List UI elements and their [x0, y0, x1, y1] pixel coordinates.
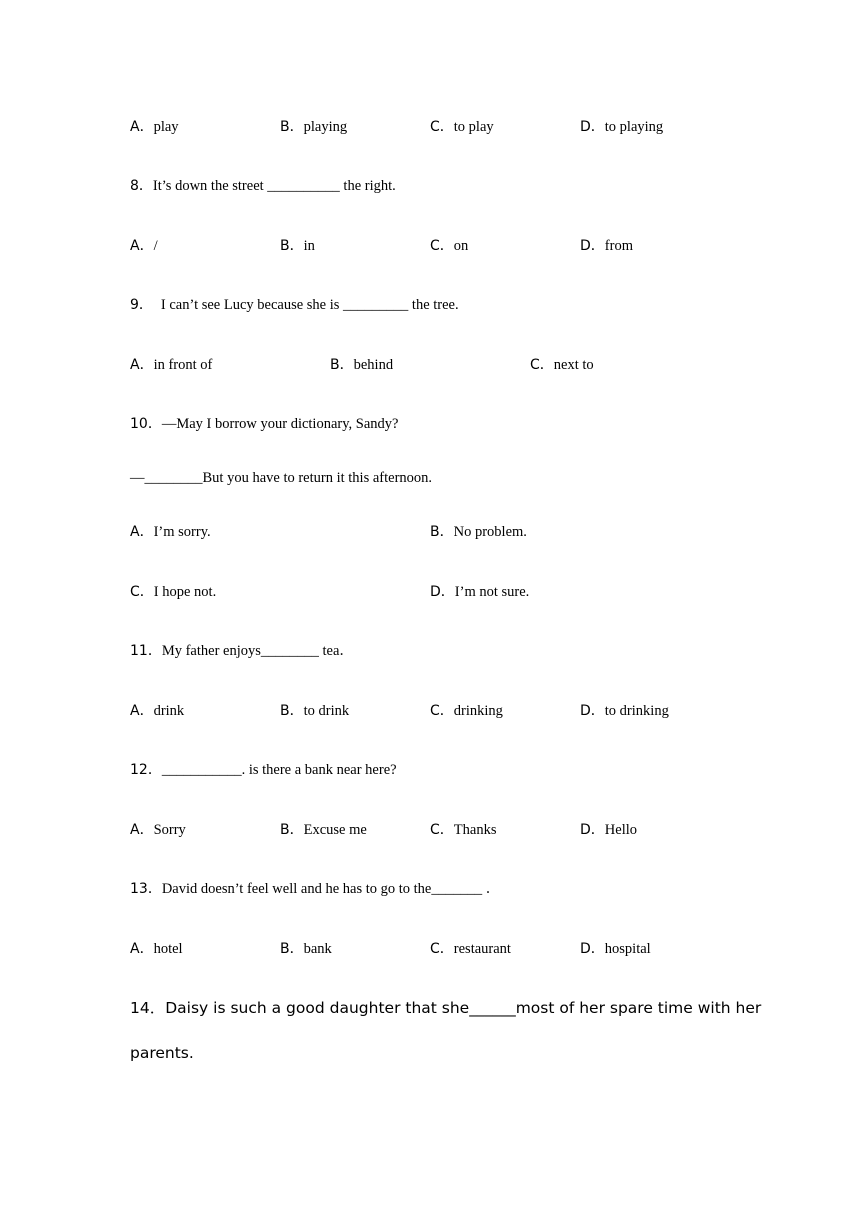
option-text: playing [303, 119, 348, 135]
q8-option-a[interactable] [130, 236, 158, 256]
option-label: A． [130, 238, 154, 254]
option-text: restaurant [453, 941, 511, 957]
option-text: next to [553, 357, 594, 373]
option-label: A． [130, 822, 154, 838]
option-text: in front of [153, 357, 213, 373]
option-label: C． [430, 941, 454, 957]
q11-stem [130, 641, 354, 661]
q12-option-a[interactable] [130, 820, 186, 840]
option-text: bank [303, 941, 332, 957]
q8-stem [130, 176, 396, 196]
question-number: 11． [130, 643, 162, 659]
question-text: —May I borrow your dictionary, Sandy? [161, 416, 399, 432]
option-text: from [604, 238, 633, 254]
option-label: C． [130, 584, 154, 600]
option-label: A． [130, 119, 154, 135]
question-text: My father enjoys________ tea． [161, 643, 354, 659]
option-label: B． [280, 238, 304, 254]
q7-option-b[interactable] [280, 117, 347, 137]
question-text: —________But you have to return it this afternoon. [130, 470, 433, 486]
option-label: D． [430, 584, 455, 600]
q11-option-a[interactable] [130, 701, 184, 721]
q10-option-a[interactable] [130, 522, 211, 542]
question-number: 10． [130, 416, 162, 432]
q8-option-b[interactable] [280, 236, 315, 256]
question-text: parents. [130, 1044, 194, 1062]
q13-option-d[interactable] [580, 939, 651, 959]
q7-option-a[interactable] [130, 117, 179, 137]
q13-option-a[interactable] [130, 939, 183, 959]
question-number: 13． [130, 881, 162, 897]
option-text: drinking [453, 703, 503, 719]
q10-option-b[interactable] [430, 522, 527, 542]
option-text: to drinking [604, 703, 669, 719]
option-label: C． [530, 357, 554, 373]
q12-option-b[interactable] [280, 820, 367, 840]
option-text: / [153, 238, 158, 254]
option-text: to play [453, 119, 494, 135]
question-text: It’s down the street __________ the right. [152, 178, 396, 194]
q13-option-b[interactable] [280, 939, 332, 959]
option-text: hotel [153, 941, 183, 957]
option-text: to drink [303, 703, 350, 719]
q9-option-a[interactable] [130, 355, 212, 375]
q13-option-c[interactable] [430, 939, 511, 959]
option-text: to playing [604, 119, 664, 135]
q12-option-c[interactable] [430, 820, 496, 840]
q12-stem [130, 760, 397, 780]
option-text: in [303, 238, 315, 254]
option-label: A． [130, 703, 154, 719]
question-number: 12． [130, 762, 162, 778]
q8-option-d[interactable] [580, 236, 633, 256]
option-text: Sorry [153, 822, 186, 838]
q14-stem [130, 997, 761, 1020]
q9-option-c[interactable] [530, 355, 594, 375]
q8-option-c[interactable] [430, 236, 468, 256]
option-label: D． [580, 703, 605, 719]
option-label: C． [430, 119, 454, 135]
option-text: play [153, 119, 179, 135]
q13-stem [130, 879, 500, 899]
option-text: I’m not sure. [454, 584, 530, 600]
option-label: C． [430, 238, 454, 254]
option-text: drink [153, 703, 185, 719]
question-number: 14． [130, 999, 166, 1017]
option-label: D． [580, 941, 605, 957]
option-label: B． [280, 703, 304, 719]
q14-stem-cont [130, 1042, 194, 1065]
option-text: on [453, 238, 469, 254]
option-label: B． [330, 357, 354, 373]
q10-option-d[interactable] [430, 582, 529, 602]
question-text: I can’t see Lucy because she is _________ the tree. [160, 297, 459, 313]
question-text: ___________. is there a bank near here? [161, 762, 397, 778]
option-label: C． [430, 822, 454, 838]
option-label: A． [130, 357, 154, 373]
option-text: behind [353, 357, 394, 373]
q10-option-c[interactable] [130, 582, 216, 602]
q7-option-d[interactable] [580, 117, 663, 137]
option-text: Hello [604, 822, 637, 838]
option-text: No problem. [453, 524, 527, 540]
option-label: D． [580, 822, 605, 838]
option-label: A． [130, 941, 154, 957]
q11-option-b[interactable] [280, 701, 349, 721]
option-text: I hope not. [153, 584, 217, 600]
option-label: C． [430, 703, 454, 719]
option-text: Thanks [453, 822, 497, 838]
question-number: 8． [130, 178, 153, 194]
q12-option-d[interactable] [580, 820, 637, 840]
option-text: Excuse me [303, 822, 367, 838]
option-label: B． [280, 119, 304, 135]
q9-option-b[interactable] [330, 355, 393, 375]
option-label: A． [130, 524, 154, 540]
option-label: D． [580, 119, 605, 135]
question-number: 9． [130, 297, 153, 313]
question-text: David doesn’t feel well and he has to go to the_______ ． [161, 881, 501, 897]
q10-stem [130, 414, 398, 434]
question-text: Daisy is such a good daughter that she______most of her spare time with her [165, 999, 762, 1017]
option-label: B． [280, 822, 304, 838]
option-text: hospital [604, 941, 651, 957]
option-label: B． [280, 941, 304, 957]
option-label: B． [430, 524, 454, 540]
q7-option-c[interactable] [430, 117, 494, 137]
q11-option-d[interactable] [580, 701, 669, 721]
q11-option-c[interactable] [430, 701, 503, 721]
q9-stem [130, 295, 459, 315]
option-text: I’m sorry. [153, 524, 211, 540]
q10-stem-reply [130, 468, 432, 488]
option-label: D． [580, 238, 605, 254]
